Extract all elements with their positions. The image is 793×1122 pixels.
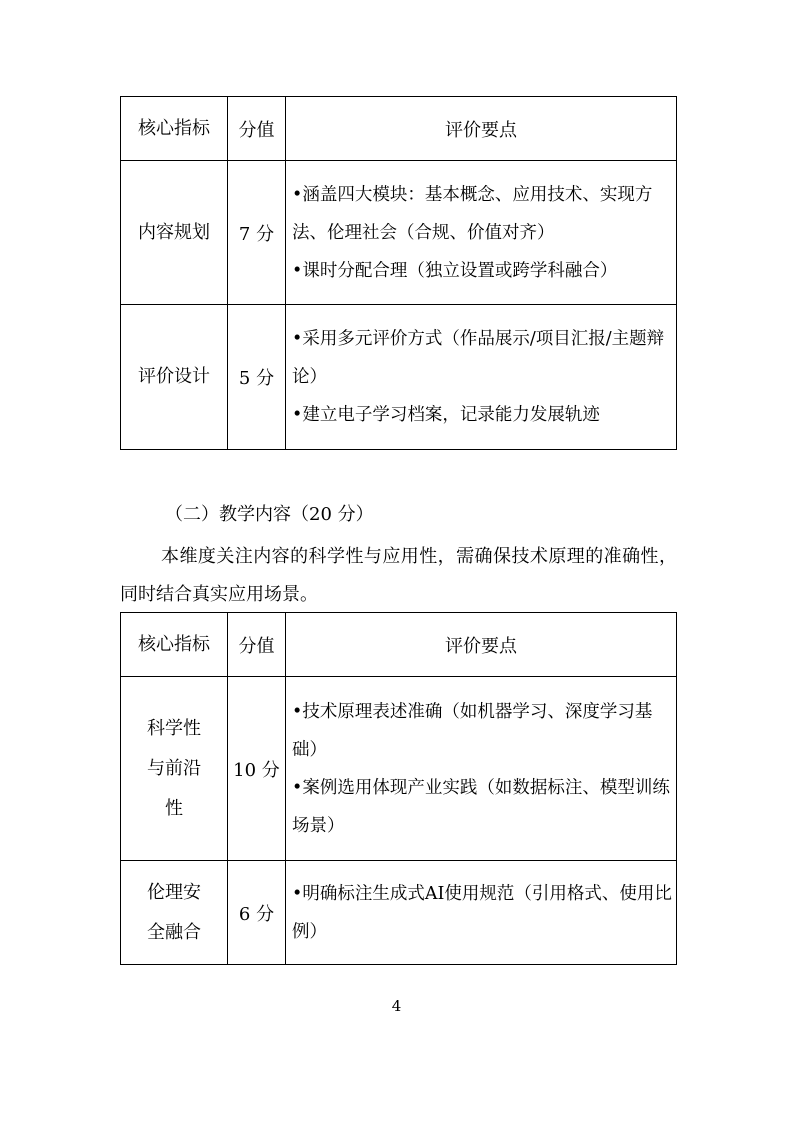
header-indicator: 核心指标 [121,97,228,161]
header-indicator: 核心指标 [121,613,228,677]
point-item: •建立电子学习档案，记录能力发展轨迹 [292,405,600,425]
score-cell: 10 分 [228,677,286,861]
table-row [121,305,677,450]
indicator-text: 科学性与前沿性 [147,717,201,819]
table-header-row [121,97,677,161]
indicator-cell: 内容规划 [121,161,228,305]
indicator-cell: 评价设计 [121,305,228,450]
point-item: •技术原理表述准确（如机器学习、深度学习基础） [292,701,653,760]
page-number: 4 [391,997,402,1015]
point-item: •采用多元评价方式（作品展示/项目汇报/主题辩论） [292,329,665,387]
table-header-row [121,613,677,677]
indicator-text: 伦理安全融合 [147,881,201,943]
points-cell [286,861,677,965]
point-item: •涵盖四大模块：基本概念、应用技术、实现方法、伦理社会（合规、价值对齐） [292,184,653,243]
table-teaching-content [120,612,677,965]
score-cell: 7 分 [228,161,286,305]
table-row [121,161,677,305]
header-score: 分值 [228,613,286,677]
point-item: •课时分配合理（独立设置或跨学科融合） [292,260,618,281]
point-item: •案例选用体现产业实践（如数据标注、模型训练场景） [292,777,670,836]
points-cell [286,161,677,305]
header-score: 分值 [228,97,286,161]
table-row [121,861,677,965]
indicator-cell [121,861,228,965]
score-cell: 5 分 [228,305,286,450]
table-course-design [120,96,677,450]
points-cell [286,305,677,450]
table-row [121,677,677,861]
section-paragraph: 本维度关注内容的科学性与应用性，需确保技术原理的准确性，同时结合真实应用场景。 [120,546,677,605]
header-points: 评价要点 [286,97,677,161]
point-item: •明确标注生成式AI使用规范（引用格式、使用比例） [292,883,672,942]
score-cell: 6 分 [228,861,286,965]
indicator-cell [121,677,228,861]
section-title: （二）教学内容（20 分） [165,504,374,525]
header-points: 评价要点 [286,613,677,677]
points-cell [286,677,677,861]
